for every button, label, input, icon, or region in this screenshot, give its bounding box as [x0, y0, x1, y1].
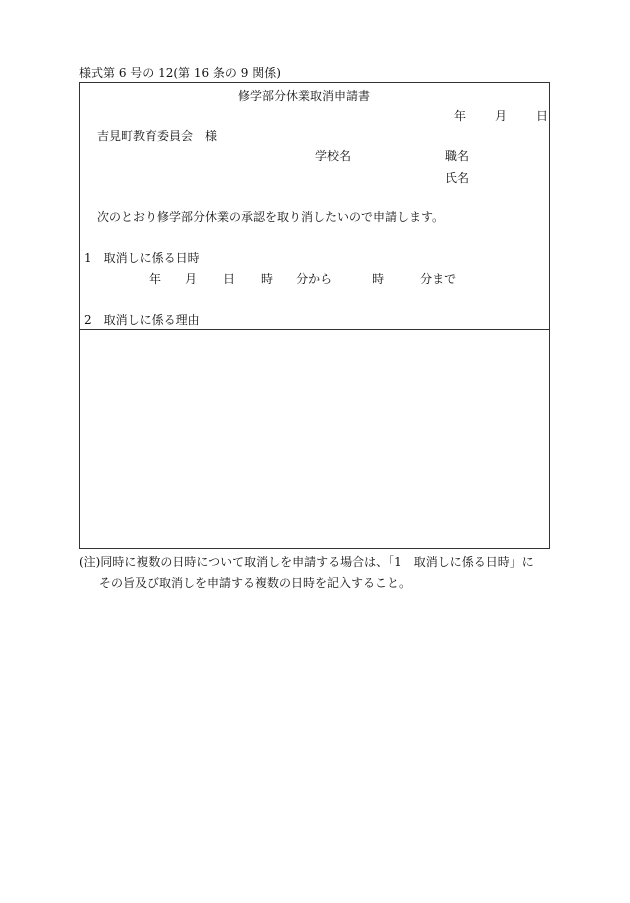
addressee: 吉見町教育委員会 様	[97, 129, 218, 143]
school-name-label: 学校名	[315, 149, 352, 163]
date-year-label: 年	[454, 109, 467, 123]
form-number: 様式第 6 号の 12(第 16 条の 9 関係)	[79, 66, 281, 80]
date-day-label: 日	[536, 109, 549, 123]
application-form	[79, 82, 550, 549]
applicant-name-label: 氏名	[445, 171, 470, 185]
form-title: 修学部分休業取消申請書	[238, 89, 371, 103]
statement-text: 次のとおり修学部分休業の承認を取り消したいので申請します。	[97, 210, 445, 224]
cancel-month-label: 月	[185, 272, 198, 286]
cancel-hour-to-label: 時	[372, 272, 385, 286]
note-line-1: (注)同時に複数の日時について取消しを申請する場合は、「1 取消しに係る日時」に	[79, 555, 534, 569]
section-1-heading: 1 取消しに係る日時	[84, 251, 200, 265]
date-line	[454, 109, 548, 123]
cancel-minute-to-label: 分まで	[420, 272, 457, 286]
cancel-hour-label: 時	[261, 272, 274, 286]
cancel-datetime-line	[149, 272, 456, 286]
cancel-year-label: 年	[149, 272, 162, 286]
section-2-heading: 2 取消しに係る理由	[84, 313, 200, 327]
position-label: 職名	[445, 149, 470, 163]
reason-area	[80, 330, 549, 548]
note-line-2: その旨及び取消しを申請する複数の日時を記入すること。	[99, 576, 412, 590]
date-month-label: 月	[495, 109, 508, 123]
cancel-day-label: 日	[223, 272, 236, 286]
cancel-minute-from-label: 分から	[296, 272, 333, 286]
